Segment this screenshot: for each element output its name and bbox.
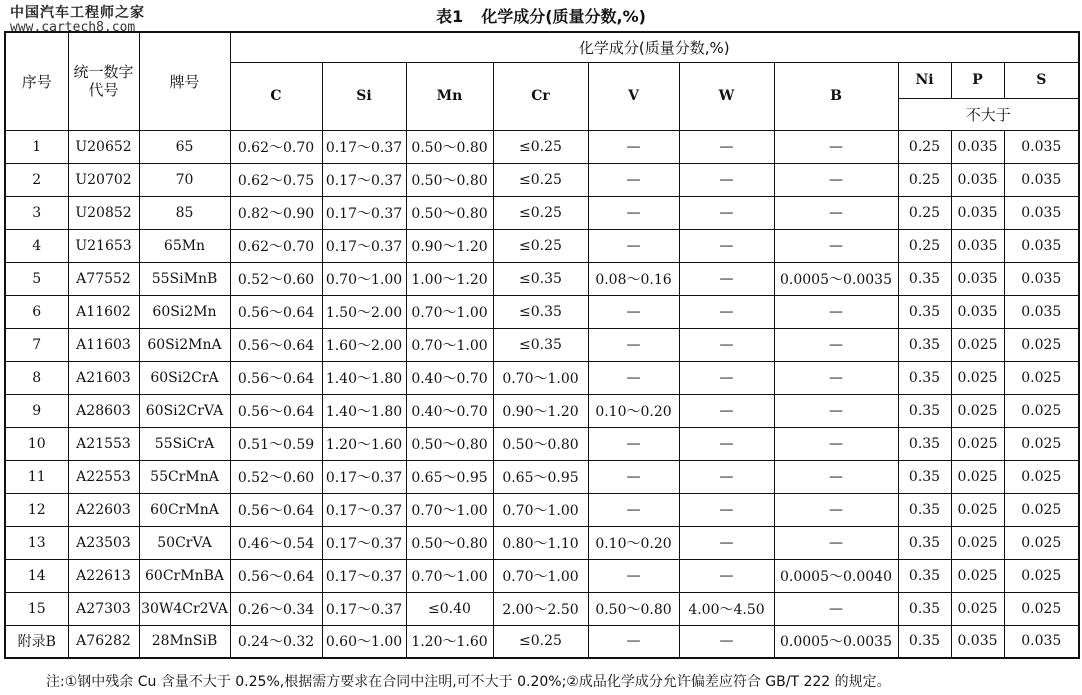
table-row <box>5 625 1079 658</box>
cell-code: A22603 <box>68 493 139 526</box>
cell-s: 0.035 <box>1004 262 1079 295</box>
cell-w: — <box>679 361 774 394</box>
cell-seq: 11 <box>5 460 68 493</box>
cell-code: A11603 <box>68 328 139 361</box>
cell-p: 0.025 <box>951 427 1004 460</box>
cell-w: — <box>679 394 774 427</box>
cell-ni: 0.25 <box>898 196 951 229</box>
cell-s: 0.035 <box>1004 130 1079 163</box>
table-row <box>5 262 1079 295</box>
cell-ni: 0.35 <box>898 592 951 625</box>
watermark-url: www.cartech8.com <box>10 19 136 35</box>
cell-si: 0.17～0.37 <box>322 229 406 262</box>
cell-code: A28603 <box>68 394 139 427</box>
cell-si: 0.17～0.37 <box>322 493 406 526</box>
cell-seq: 13 <box>5 526 68 559</box>
cell-seq: 7 <box>5 328 68 361</box>
cell-si: 1.60～2.00 <box>322 328 406 361</box>
cell-mn: 0.50～0.80 <box>406 427 493 460</box>
cell-b: 0.0005～0.0035 <box>774 625 898 658</box>
cell-seq: 6 <box>5 295 68 328</box>
cell-w: — <box>679 493 774 526</box>
cell-w: — <box>679 559 774 592</box>
cell-grade: 50CrVA <box>139 526 230 559</box>
cell-s: 0.035 <box>1004 625 1079 658</box>
header-composition: 化学成分(质量分数,%) <box>230 32 1079 62</box>
cell-c: 0.62～0.75 <box>230 163 322 196</box>
cell-grade: 70 <box>139 163 230 196</box>
cell-code: A23503 <box>68 526 139 559</box>
cell-ni: 0.35 <box>898 328 951 361</box>
cell-seq: 14 <box>5 559 68 592</box>
cell-s: 0.025 <box>1004 526 1079 559</box>
header-element-c: C <box>230 62 322 130</box>
header-element-w: W <box>679 62 774 130</box>
cell-code: U20702 <box>68 163 139 196</box>
cell-code: A27303 <box>68 592 139 625</box>
cell-si: 0.17～0.37 <box>322 130 406 163</box>
cell-v: 0.08～0.16 <box>588 262 679 295</box>
cell-p: 0.025 <box>951 592 1004 625</box>
cell-mn: 0.70～1.00 <box>406 328 493 361</box>
cell-c: 0.26～0.34 <box>230 592 322 625</box>
cell-s: 0.035 <box>1004 163 1079 196</box>
cell-code: A21603 <box>68 361 139 394</box>
cell-grade: 60Si2CrVA <box>139 394 230 427</box>
cell-mn: 1.00～1.20 <box>406 262 493 295</box>
cell-p: 0.025 <box>951 394 1004 427</box>
cell-si: 0.17～0.37 <box>322 559 406 592</box>
cell-si: 1.40～1.80 <box>322 361 406 394</box>
cell-grade: 60CrMnBA <box>139 559 230 592</box>
cell-b: — <box>774 229 898 262</box>
cell-b: — <box>774 394 898 427</box>
header-element-ni: Ni <box>898 62 951 98</box>
header-grade: 牌号 <box>139 32 230 130</box>
cell-c: 0.56～0.64 <box>230 559 322 592</box>
cell-mn: 0.50～0.80 <box>406 526 493 559</box>
cell-v: — <box>588 493 679 526</box>
cell-grade: 85 <box>139 196 230 229</box>
header-element-p: P <box>951 62 1004 98</box>
cell-cr: ≤0.35 <box>493 262 588 295</box>
header-max-note: 不大于 <box>898 98 1079 130</box>
cell-s: 0.025 <box>1004 460 1079 493</box>
cell-s: 0.025 <box>1004 361 1079 394</box>
cell-cr: ≤0.25 <box>493 229 588 262</box>
cell-s: 0.025 <box>1004 427 1079 460</box>
cell-ni: 0.35 <box>898 460 951 493</box>
cell-p: 0.035 <box>951 163 1004 196</box>
cell-mn: 0.50～0.80 <box>406 130 493 163</box>
cell-grade: 65Mn <box>139 229 230 262</box>
cell-b: — <box>774 592 898 625</box>
cell-mn: 0.90～1.20 <box>406 229 493 262</box>
cell-c: 0.24～0.32 <box>230 625 322 658</box>
cell-p: 0.035 <box>951 130 1004 163</box>
cell-mn: 0.70～1.00 <box>406 559 493 592</box>
cell-seq: 3 <box>5 196 68 229</box>
cell-grade: 60Si2Mn <box>139 295 230 328</box>
cell-seq: 2 <box>5 163 68 196</box>
cell-b: — <box>774 328 898 361</box>
cell-cr: ≤0.35 <box>493 295 588 328</box>
cell-cr: 2.00～2.50 <box>493 592 588 625</box>
cell-s: 0.025 <box>1004 394 1079 427</box>
cell-cr: ≤0.25 <box>493 196 588 229</box>
cell-cr: 0.70～1.00 <box>493 361 588 394</box>
cell-w: — <box>679 526 774 559</box>
cell-v: — <box>588 460 679 493</box>
cell-grade: 60Si2CrA <box>139 361 230 394</box>
cell-p: 0.025 <box>951 460 1004 493</box>
cell-ni: 0.35 <box>898 262 951 295</box>
header-element-cr: Cr <box>493 62 588 130</box>
cell-code: U20652 <box>68 130 139 163</box>
cell-cr: ≤0.25 <box>493 625 588 658</box>
table-row <box>5 196 1079 229</box>
cell-c: 0.56～0.64 <box>230 493 322 526</box>
cell-grade: 55CrMnA <box>139 460 230 493</box>
cell-mn: 0.50～0.80 <box>406 196 493 229</box>
watermark-site-name: 中国汽车工程师之家 <box>10 5 145 21</box>
cell-code: U20852 <box>68 196 139 229</box>
cell-si: 0.17～0.37 <box>322 196 406 229</box>
header-seq: 序号 <box>5 32 68 130</box>
cell-mn: 0.40～0.70 <box>406 361 493 394</box>
cell-w: — <box>679 163 774 196</box>
table-row <box>5 229 1079 262</box>
cell-p: 0.025 <box>951 361 1004 394</box>
table-row <box>5 130 1079 163</box>
table-row <box>5 526 1079 559</box>
cell-v: 0.10～0.20 <box>588 526 679 559</box>
cell-w: — <box>679 130 774 163</box>
cell-p: 0.025 <box>951 526 1004 559</box>
table-number: 表1 <box>436 7 464 26</box>
cell-cr: 0.70～1.00 <box>493 493 588 526</box>
cell-si: 0.17～0.37 <box>322 460 406 493</box>
cell-cr: ≤0.35 <box>493 328 588 361</box>
table-row <box>5 559 1079 592</box>
cell-w: — <box>679 328 774 361</box>
cell-cr: ≤0.25 <box>493 163 588 196</box>
cell-w: — <box>679 427 774 460</box>
cell-si: 0.17～0.37 <box>322 163 406 196</box>
table-title-text: 化学成分(质量分数,%) <box>481 7 646 26</box>
cell-mn: 0.70～1.00 <box>406 295 493 328</box>
cell-w: — <box>679 229 774 262</box>
cell-ni: 0.35 <box>898 493 951 526</box>
cell-cr: 0.50～0.80 <box>493 427 588 460</box>
cell-w: 4.00～4.50 <box>679 592 774 625</box>
cell-ni: 0.35 <box>898 559 951 592</box>
table-title <box>0 4 1082 27</box>
cell-v: — <box>588 361 679 394</box>
table-row <box>5 328 1079 361</box>
cell-s: 0.035 <box>1004 295 1079 328</box>
cell-seq: 12 <box>5 493 68 526</box>
cell-v: — <box>588 295 679 328</box>
cell-grade: 55SiMnB <box>139 262 230 295</box>
cell-seq: 10 <box>5 427 68 460</box>
table-row <box>5 394 1079 427</box>
cell-grade: 55SiCrA <box>139 427 230 460</box>
cell-c: 0.52～0.60 <box>230 460 322 493</box>
cell-p: 0.035 <box>951 295 1004 328</box>
cell-code: A76282 <box>68 625 139 658</box>
header-element-v: V <box>588 62 679 130</box>
cell-mn: 0.70～1.00 <box>406 493 493 526</box>
cell-si: 0.17～0.37 <box>322 592 406 625</box>
cell-si: 0.70～1.00 <box>322 262 406 295</box>
cell-v: 0.10～0.20 <box>588 394 679 427</box>
cell-v: — <box>588 427 679 460</box>
table-row <box>5 361 1079 394</box>
cell-ni: 0.35 <box>898 427 951 460</box>
cell-s: 0.025 <box>1004 559 1079 592</box>
cell-s: 0.025 <box>1004 328 1079 361</box>
table-row <box>5 460 1079 493</box>
cell-p: 0.035 <box>951 229 1004 262</box>
cell-w: — <box>679 460 774 493</box>
cell-cr: ≤0.25 <box>493 130 588 163</box>
cell-p: 0.035 <box>951 262 1004 295</box>
cell-seq: 1 <box>5 130 68 163</box>
cell-b: 0.0005～0.0040 <box>774 559 898 592</box>
cell-code: A21553 <box>68 427 139 460</box>
cell-code: U21653 <box>68 229 139 262</box>
table-row <box>5 493 1079 526</box>
cell-w: — <box>679 196 774 229</box>
cell-grade: 28MnSiB <box>139 625 230 658</box>
header-code: 统一数字代号 <box>68 32 139 130</box>
cell-seq: 15 <box>5 592 68 625</box>
cell-ni: 0.25 <box>898 130 951 163</box>
cell-seq: 4 <box>5 229 68 262</box>
cell-cr: 0.70～1.00 <box>493 559 588 592</box>
cell-c: 0.82～0.90 <box>230 196 322 229</box>
cell-code: A77552 <box>68 262 139 295</box>
header-element-b: B <box>774 62 898 130</box>
cell-b: — <box>774 526 898 559</box>
cell-ni: 0.35 <box>898 361 951 394</box>
cell-v: — <box>588 163 679 196</box>
cell-b: — <box>774 295 898 328</box>
cell-c: 0.46～0.54 <box>230 526 322 559</box>
cell-b: — <box>774 361 898 394</box>
cell-v: — <box>588 625 679 658</box>
cell-ni: 0.35 <box>898 625 951 658</box>
header-element-s: S <box>1004 62 1079 98</box>
cell-p: 0.025 <box>951 493 1004 526</box>
cell-v: 0.50～0.80 <box>588 592 679 625</box>
cell-c: 0.56～0.64 <box>230 361 322 394</box>
cell-v: — <box>588 130 679 163</box>
cell-c: 0.52～0.60 <box>230 262 322 295</box>
cell-c: 0.62～0.70 <box>230 130 322 163</box>
cell-p: 0.025 <box>951 328 1004 361</box>
cell-cr: 0.80～1.10 <box>493 526 588 559</box>
cell-si: 0.60～1.00 <box>322 625 406 658</box>
cell-c: 0.62～0.70 <box>230 229 322 262</box>
table-footnote: 注:①钢中残余 Cu 含量不大于 0.25%,根据需方要求在合同中注明,可不大于 0.20%;②成品化学成分允许偏差应符合 GB/T 222 的规定。 <box>46 674 891 690</box>
cell-p: 0.035 <box>951 196 1004 229</box>
header-element-si: Si <box>322 62 406 130</box>
cell-mn: ≤0.40 <box>406 592 493 625</box>
chemical-composition-table <box>4 31 1080 659</box>
cell-code: A22613 <box>68 559 139 592</box>
cell-seq: 8 <box>5 361 68 394</box>
cell-grade: 30W4Cr2VA <box>139 592 230 625</box>
cell-code: A22553 <box>68 460 139 493</box>
cell-si: 1.20～1.60 <box>322 427 406 460</box>
table-row <box>5 592 1079 625</box>
cell-ni: 0.25 <box>898 163 951 196</box>
cell-ni: 0.35 <box>898 295 951 328</box>
cell-c: 0.51～0.59 <box>230 427 322 460</box>
cell-b: — <box>774 130 898 163</box>
cell-b: — <box>774 493 898 526</box>
cell-c: 0.56～0.64 <box>230 328 322 361</box>
cell-c: 0.56～0.64 <box>230 394 322 427</box>
cell-ni: 0.35 <box>898 394 951 427</box>
cell-b: — <box>774 196 898 229</box>
cell-b: — <box>774 427 898 460</box>
cell-w: — <box>679 262 774 295</box>
cell-cr: 0.90～1.20 <box>493 394 588 427</box>
cell-si: 0.17～0.37 <box>322 526 406 559</box>
cell-mn: 0.40～0.70 <box>406 394 493 427</box>
table-row <box>5 295 1079 328</box>
cell-w: — <box>679 625 774 658</box>
cell-grade: 60CrMnA <box>139 493 230 526</box>
cell-cr: 0.65～0.95 <box>493 460 588 493</box>
cell-seq: 附录B <box>5 625 68 658</box>
cell-s: 0.035 <box>1004 229 1079 262</box>
cell-c: 0.56～0.64 <box>230 295 322 328</box>
table-row <box>5 163 1079 196</box>
header-element-mn: Mn <box>406 62 493 130</box>
cell-v: — <box>588 559 679 592</box>
cell-mn: 0.65～0.95 <box>406 460 493 493</box>
cell-b: 0.0005～0.0035 <box>774 262 898 295</box>
cell-code: A11602 <box>68 295 139 328</box>
cell-s: 0.035 <box>1004 196 1079 229</box>
cell-ni: 0.25 <box>898 229 951 262</box>
cell-s: 0.025 <box>1004 592 1079 625</box>
cell-mn: 0.50～0.80 <box>406 163 493 196</box>
cell-p: 0.025 <box>951 559 1004 592</box>
cell-mn: 1.20～1.60 <box>406 625 493 658</box>
cell-grade: 65 <box>139 130 230 163</box>
cell-v: — <box>588 328 679 361</box>
cell-seq: 5 <box>5 262 68 295</box>
cell-v: — <box>588 196 679 229</box>
cell-seq: 9 <box>5 394 68 427</box>
cell-p: 0.035 <box>951 625 1004 658</box>
table-row <box>5 427 1079 460</box>
cell-s: 0.025 <box>1004 493 1079 526</box>
cell-v: — <box>588 229 679 262</box>
cell-grade: 60Si2MnA <box>139 328 230 361</box>
cell-si: 1.50～2.00 <box>322 295 406 328</box>
cell-b: — <box>774 460 898 493</box>
cell-w: — <box>679 295 774 328</box>
cell-ni: 0.35 <box>898 526 951 559</box>
cell-b: — <box>774 163 898 196</box>
cell-si: 1.40～1.80 <box>322 394 406 427</box>
